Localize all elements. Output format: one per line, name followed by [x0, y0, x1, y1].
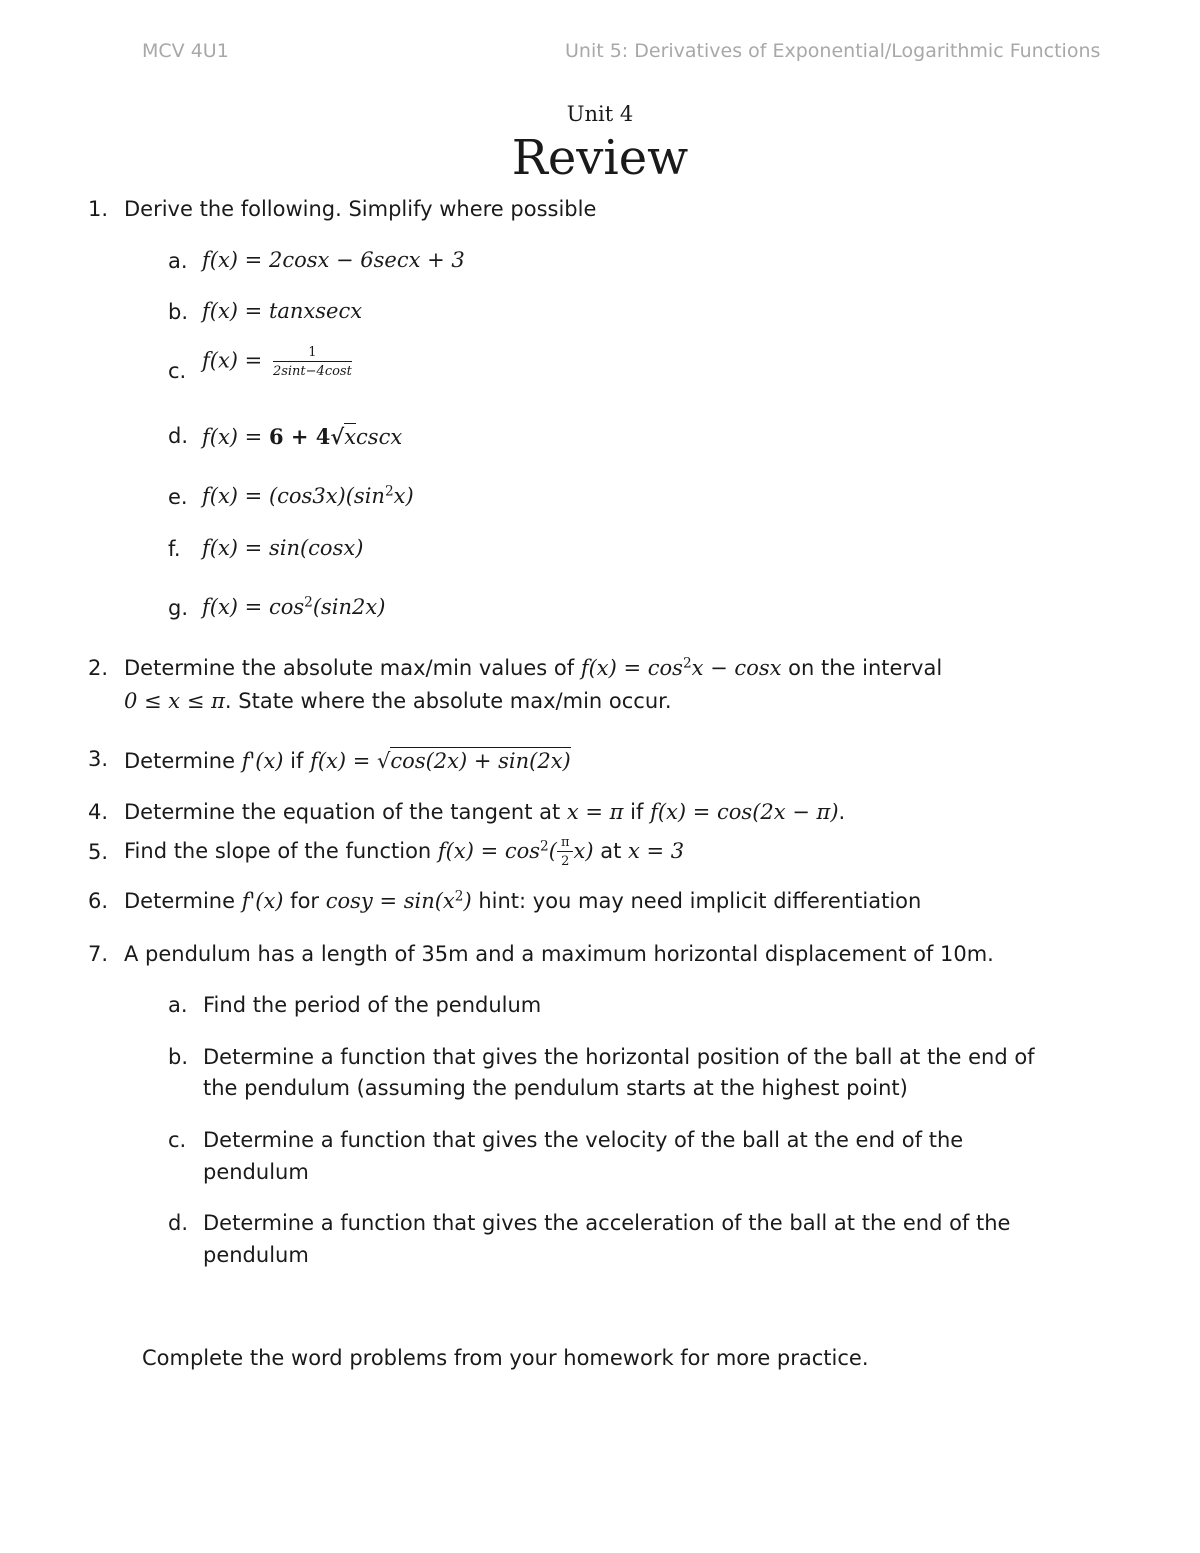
question-text: Find the slope of the function $f(x) = \cos^2$( $\frac{\pi}{2}$ x) at x = 3	[124, 835, 685, 869]
fraction: $\frac{1}{2\sin t-4\cos t}$	[272, 345, 352, 379]
part-letter: a.	[168, 993, 188, 1017]
question-text: A pendulum has a length of 35m and a maximum horizontal displacement of 10m.	[124, 942, 994, 966]
part-letter: c.	[168, 359, 187, 383]
page-title: Review	[511, 130, 689, 186]
question-number: 7.	[87, 942, 108, 966]
header-course: MCV 4U1	[142, 40, 229, 62]
part-letter: d.	[168, 424, 189, 448]
math-expression: f(x) = 6 + 4√xcscx	[202, 424, 403, 449]
part-text: Find the period of the pendulum	[203, 993, 542, 1017]
math-expression: f(x) = $\frac{1}{2\sin t-4\cos t}$	[202, 345, 352, 379]
question-number: 2.	[87, 656, 108, 680]
doc-unit: Unit 4	[566, 102, 634, 126]
part-text-line-2: pendulum	[203, 1243, 309, 1267]
part-letter: b.	[168, 1045, 189, 1069]
part-letter: c.	[168, 1128, 187, 1152]
question-number: 4.	[87, 800, 108, 824]
math-expression: $f(x) = (\cos 3x)(\sin^2x)$	[202, 483, 414, 508]
part-letter: a.	[168, 249, 188, 273]
question-number: 5.	[87, 840, 108, 864]
part-letter: b.	[168, 300, 189, 324]
question-number: 1.	[87, 197, 108, 221]
part-text-line-2: pendulum	[203, 1160, 309, 1184]
question-number: 6.	[87, 889, 108, 913]
question-text-line-2: 0 ≤ x ≤ π. State where the absolute max/min occur.	[124, 689, 672, 713]
part-letter: f.	[168, 537, 181, 561]
part-letter: g.	[168, 596, 189, 620]
question-text: Determine the absolute max/min values of $f(x) = \cos^2x - \cos x$ on the interval	[124, 655, 943, 680]
math-expression: $f(x) = \cos^2(\sin 2x)$	[202, 594, 386, 619]
part-text: Determine a function that gives the velocity of the ball at the end of the	[203, 1128, 964, 1152]
question-number: 3.	[87, 747, 108, 771]
part-letter: d.	[168, 1211, 189, 1235]
header-unit-title: Unit 5: Derivatives of Exponential/Logarithmic Functions	[565, 40, 1101, 62]
footer-note: Complete the word problems from your homework for more practice.	[142, 1346, 869, 1370]
part-text: Determine a function that gives the horizontal position of the ball at the end of	[203, 1045, 1035, 1069]
question-text: Derive the following. Simplify where possible	[124, 197, 597, 221]
part-text-line-2: the pendulum (assuming the pendulum starts at the highest point)	[203, 1076, 908, 1100]
fraction: $\frac{\pi}{2}$	[557, 836, 574, 868]
part-text: Determine a function that gives the acceleration of the ball at the end of the	[203, 1211, 1011, 1235]
question-text: Determine f'(x) if f(x) = √cos(2x) + sin(2x)	[124, 749, 571, 773]
math-expression: f(x) = 2cosx − 6secx + 3	[202, 248, 465, 272]
question-text: Determine the equation of the tangent at x = π if f(x) = cos(2x − π).	[124, 800, 846, 824]
question-text: Determine f'(x) for $\cos y = \sin(x^2)$ hint: you may need implicit differentiation	[124, 888, 922, 913]
math-expression: f(x) = tanxsecx	[202, 299, 363, 323]
math-expression: f(x) = sin(cosx)	[202, 536, 364, 560]
part-letter: e.	[168, 485, 188, 509]
